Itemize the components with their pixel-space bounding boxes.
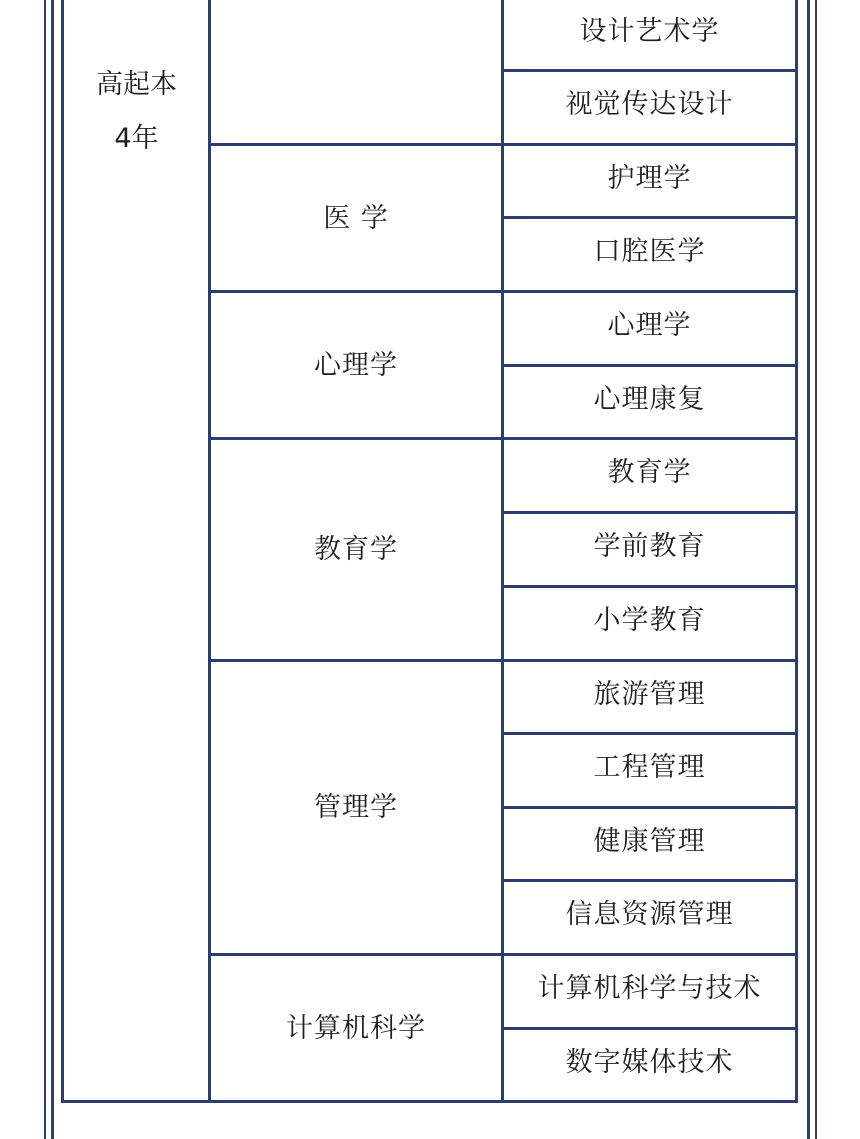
category-cell-medicine: 医 学 [323, 202, 389, 234]
category-cell-psychology: 心理学 [314, 349, 398, 381]
major-cell: 学前教育 [593, 531, 706, 562]
major-cell: 设计艺术学 [579, 16, 720, 47]
level-type: 高起本 [96, 69, 177, 100]
major-cell: 心理康复 [593, 383, 706, 415]
outer-frame-left-outer [44, 0, 46, 1139]
major-cell: 心理学 [607, 310, 692, 341]
major-cell: 旅游管理 [593, 678, 706, 710]
outer-frame-right-outer [815, 0, 817, 1139]
major-cell: 教育学 [607, 457, 692, 488]
major-cell: 计算机科学与技术 [537, 973, 762, 1004]
major-cell: 信息资源管理 [565, 899, 734, 930]
table-border-bottom [61, 1100, 798, 1103]
category-cell-management: 管理学 [314, 792, 398, 823]
major-cell: 口腔医学 [593, 236, 706, 267]
education-level-cell [64, 58, 209, 166]
major-cell: 护理学 [607, 162, 692, 194]
outer-frame-left-inner [51, 0, 54, 1139]
major-cell: 工程管理 [593, 752, 706, 783]
major-cell: 数字媒体技术 [565, 1046, 734, 1078]
category-cell-computer-science: 计算机科学 [286, 1012, 426, 1044]
major-cell: 健康管理 [593, 825, 706, 857]
major-cell: 小学教育 [593, 605, 706, 636]
major-cell: 视觉传达设计 [565, 89, 734, 120]
level-duration: 4年 [114, 123, 159, 154]
outer-frame-right-inner [807, 0, 810, 1139]
category-cell-education: 教育学 [314, 534, 398, 565]
table-border-right [795, 0, 798, 1103]
